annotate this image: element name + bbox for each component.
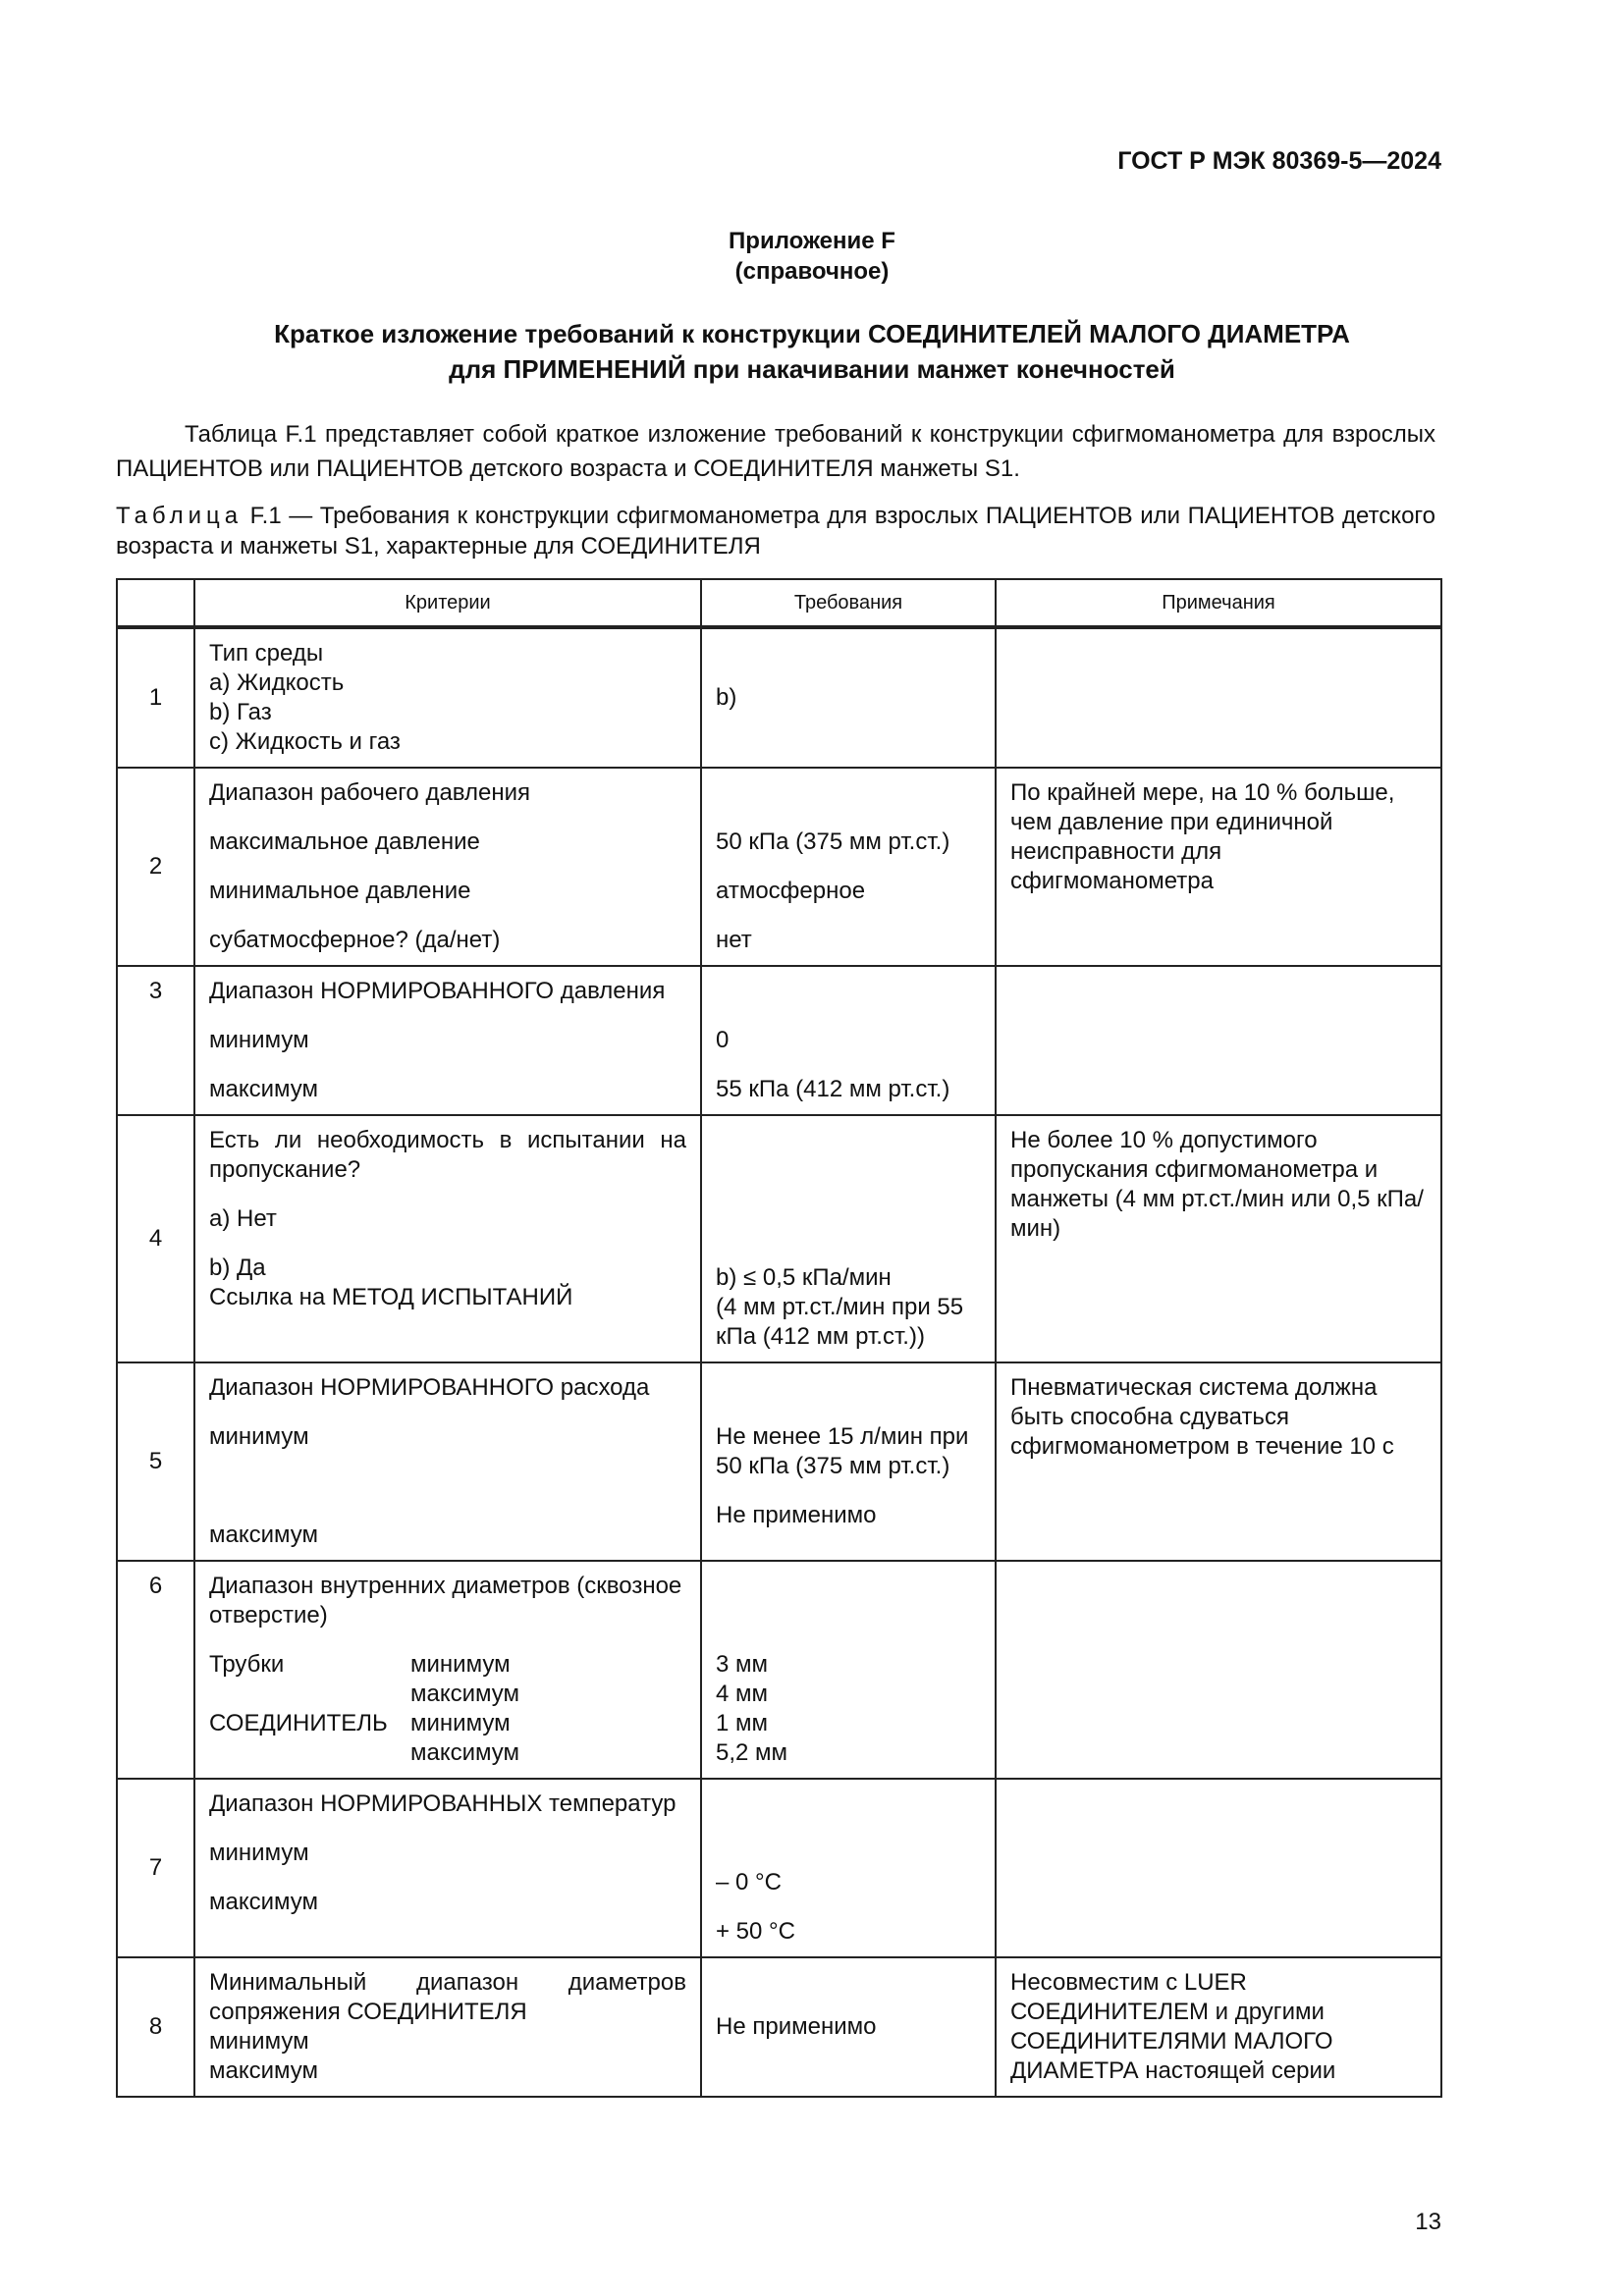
row-number: 4 <box>117 1115 194 1362</box>
requirement-line: 55 кПа (412 мм рт.ст.) <box>716 1076 950 1102</box>
requirements-cell <box>701 966 996 1115</box>
table-row <box>117 966 1441 1115</box>
criteria-cell <box>194 1779 701 1957</box>
requirement-line: атмосферное <box>716 878 866 904</box>
notes-cell <box>996 1779 1441 1957</box>
criteria-line: Диапазон рабочего давления <box>209 779 530 806</box>
notes-cell: Не более 10 % допустимого пропускания сфигмоманометра и манжеты (4 мм рт.ст./мин или 0,5 кПа/мин) <box>996 1115 1441 1362</box>
criteria-cell <box>194 627 701 768</box>
requirement-line: 50 кПа (375 мм рт.ст.) <box>716 828 950 855</box>
table-row <box>117 1957 1441 2097</box>
criteria-line: b) Да <box>209 1255 266 1281</box>
row-number: 3 <box>117 966 194 1115</box>
criteria-line: минимум <box>209 1423 309 1450</box>
intro-paragraph: Таблица F.1 представляет собой краткое изложение требований к конструкции сфигмоманометра для взрослых ПАЦИЕНТОВ или ПАЦИЕНТОВ детского возраста и СОЕДИНИТЕЛЯ манжеты S1. <box>116 421 1435 482</box>
criteria-line: минимум <box>209 2028 309 2055</box>
requirement-line: 4 мм <box>716 1681 769 1707</box>
table-row <box>117 768 1441 966</box>
criteria-line: минимум <box>209 1027 309 1053</box>
criteria-cell <box>194 1957 701 2097</box>
notes-cell: По крайней мере, на 10 % больше, чем давление при единичной неисправности для сфигмоманометра <box>996 768 1441 966</box>
notes-cell: Несовместим с LUER СОЕДИНИТЕЛЕМ и другими СОЕДИНИТЕЛЯМИ МАЛОГО ДИАМЕТРА настоящей серии <box>996 1957 1441 2097</box>
table-caption-label: Таблица <box>116 503 244 529</box>
requirements-cell <box>701 1561 996 1779</box>
criteria-line: максимум <box>209 1522 319 1548</box>
requirement-line: (4 мм рт.ст./мин при 55 кПа (412 мм рт.ст.)) <box>716 1294 964 1350</box>
criteria-cell <box>194 1561 701 1779</box>
appendix-label: Приложение F <box>729 228 895 254</box>
requirements-cell <box>701 1115 996 1362</box>
title-line-1: Краткое изложение требований к конструкции СОЕДИНИТЕЛЕЙ МАЛОГО ДИАМЕТРА <box>274 319 1350 348</box>
criteria-line: Диапазон НОРМИРОВАННОГО давления <box>209 978 666 1004</box>
criteria-line: Ссылка на МЕТОД ИСПЫТАНИЙ <box>209 1284 573 1310</box>
requirements-table <box>116 578 1442 2098</box>
requirement-line: 0 <box>716 1027 730 1053</box>
criteria-line: c) Жидкость и газ <box>209 728 401 755</box>
requirements-cell <box>701 768 996 966</box>
table-caption-text: F.1 — Требования к конструкции сфигмоманометра для взрослых ПАЦИЕНТОВ или ПАЦИЕНТОВ детского возраста и манжеты S1, характерные для СОЕДИНИТЕЛЯ <box>116 503 1436 560</box>
criteria-line: минимальное давление <box>209 878 471 904</box>
notes-cell <box>996 627 1441 768</box>
requirement-line: 5,2 мм <box>716 1739 788 1766</box>
criteria-line: Диапазон НОРМИРОВАННОГО расхода <box>209 1374 650 1401</box>
max-label: максимум <box>410 1739 520 1766</box>
row-number: 1 <box>117 627 194 768</box>
header-num <box>117 579 194 627</box>
min-label: минимум <box>410 1651 511 1678</box>
criteria-line: Минимальный диапазон диаметров сопряжения СОЕДИНИТЕЛЯ <box>209 1969 686 2025</box>
table-caption <box>116 501 1435 561</box>
table-header-row <box>117 579 1441 627</box>
row-number: 6 <box>117 1561 194 1779</box>
connector-label: СОЕДИНИТЕЛЬ <box>209 1710 388 1736</box>
page-number: 13 <box>1415 2209 1441 2235</box>
criteria-line: максимум <box>209 2057 319 2084</box>
criteria-line: максимум <box>209 1076 319 1102</box>
max-label: максимум <box>410 1681 520 1707</box>
criteria-cell <box>194 768 701 966</box>
table-row <box>117 1561 1441 1779</box>
standard-designation: ГОСТ Р МЭК 80369-5—2024 <box>1117 147 1441 175</box>
table-row <box>117 1115 1441 1362</box>
criteria-line: Диапазон НОРМИРОВАННЫХ температур <box>209 1790 677 1817</box>
criteria-line: максимум <box>209 1889 319 1915</box>
header-notes: Примечания <box>996 579 1441 627</box>
criteria-line: b) Газ <box>209 699 272 725</box>
notes-cell <box>996 966 1441 1115</box>
criteria-line: a) Жидкость <box>209 669 345 696</box>
requirement-line: 1 мм <box>716 1710 769 1736</box>
criteria-line: максимальное давление <box>209 828 480 855</box>
requirement-line: Не применимо <box>716 1502 877 1528</box>
criteria-line: Диапазон внутренних диаметров (сквозное отверстие) <box>209 1573 682 1629</box>
requirement-line: Не менее 15 л/мин при 50 кПа (375 мм рт.ст.) <box>716 1423 969 1479</box>
criteria-cell <box>194 1362 701 1561</box>
requirement-line: + 50 °C <box>716 1918 795 1945</box>
requirements-cell: b) <box>701 627 996 768</box>
tube-label: Трубки <box>209 1651 285 1678</box>
criteria-line: Тип среды <box>209 640 324 667</box>
criteria-line: минимум <box>209 1840 309 1866</box>
row-number: 2 <box>117 768 194 966</box>
min-label: минимум <box>410 1710 511 1736</box>
title-line-2: для ПРИМЕНЕНИЙ при накачивании манжет конечностей <box>449 354 1175 384</box>
requirements-cell <box>701 1779 996 1957</box>
document-title <box>0 316 1624 387</box>
criteria-line: a) Нет <box>209 1205 277 1232</box>
table-row <box>117 1779 1441 1957</box>
row-number: 7 <box>117 1779 194 1957</box>
header-criteria: Критерии <box>194 579 701 627</box>
requirement-line: нет <box>716 927 752 953</box>
requirement-line: – 0 °C <box>716 1869 782 1896</box>
notes-cell <box>996 1561 1441 1779</box>
criteria-cell <box>194 966 701 1115</box>
diameter-grid <box>209 1650 686 1768</box>
requirements-cell: Не применимо <box>701 1957 996 2097</box>
table-row <box>117 627 1441 768</box>
appendix-type: (справочное) <box>734 258 890 285</box>
row-number: 5 <box>117 1362 194 1561</box>
requirement-line: 3 мм <box>716 1651 769 1678</box>
criteria-line: субатмосферное? (да/нет) <box>209 927 501 953</box>
requirement-line: b) ≤ 0,5 кПа/мин <box>716 1264 892 1291</box>
requirements-cell <box>701 1362 996 1561</box>
appendix-heading <box>0 226 1624 287</box>
header-requirements: Требования <box>701 579 996 627</box>
notes-cell: Пневматическая система должна быть способна сдуваться сфигмоманометром в течение 10 с <box>996 1362 1441 1561</box>
criteria-cell <box>194 1115 701 1362</box>
row-number: 8 <box>117 1957 194 2097</box>
criteria-line: Есть ли необходимость в испытании на пропускание? <box>209 1127 686 1183</box>
table-row <box>117 1362 1441 1561</box>
